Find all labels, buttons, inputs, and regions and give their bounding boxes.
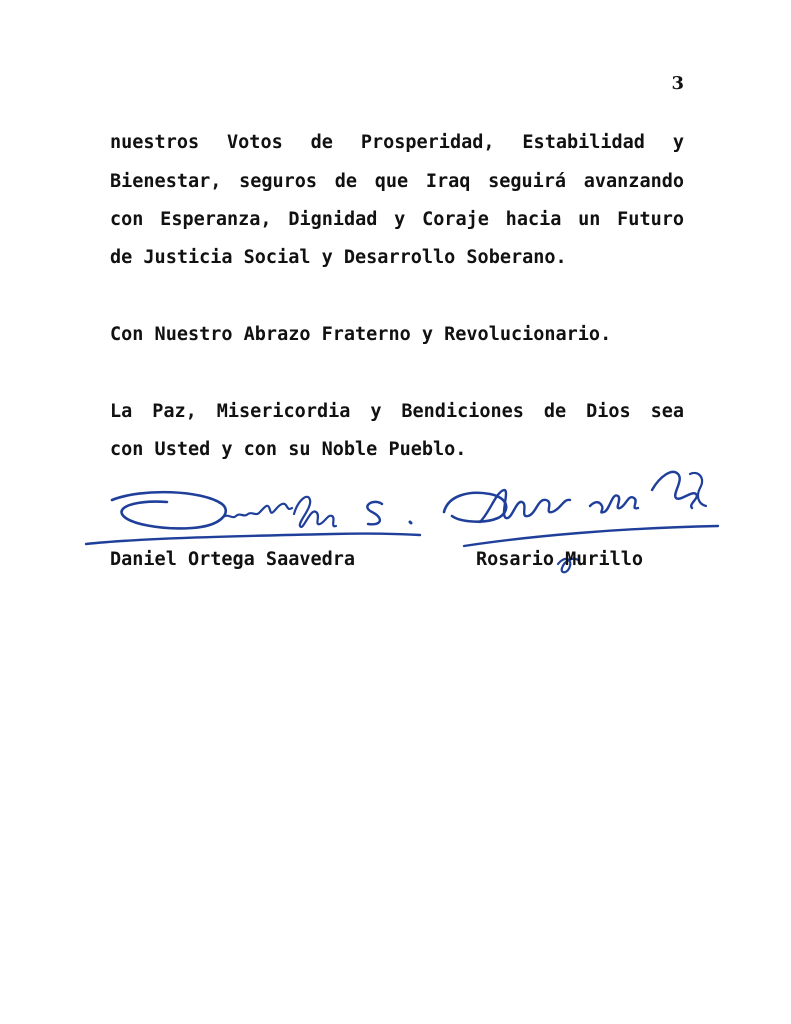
paragraph-line: Bienestar, seguros de que Iraq seguirá avanzando bbox=[110, 171, 684, 192]
paragraph-line: de Justicia Social y Desarrollo Soberano. bbox=[110, 247, 567, 268]
paragraph-line: con Esperanza, Dignidad y Coraje hacia un Futuro bbox=[110, 209, 684, 230]
blessing-line: La Paz, Misericordia y Bendiciones de Dios sea bbox=[110, 401, 684, 422]
signatory-name: Rosario Murillo bbox=[476, 549, 644, 570]
paragraph-line: nuestros Votos de Prosperidad, Estabilidad y bbox=[110, 132, 684, 153]
signature-daniel-ortega-icon bbox=[82, 478, 422, 553]
signatory-name: Daniel Ortega Saavedra bbox=[110, 549, 356, 570]
page-number: 3 bbox=[671, 73, 684, 94]
blessing-line: con Usted y con su Noble Pueblo. bbox=[110, 439, 467, 460]
closing-line: Con Nuestro Abrazo Fraterno y Revolucionario. bbox=[110, 324, 612, 345]
